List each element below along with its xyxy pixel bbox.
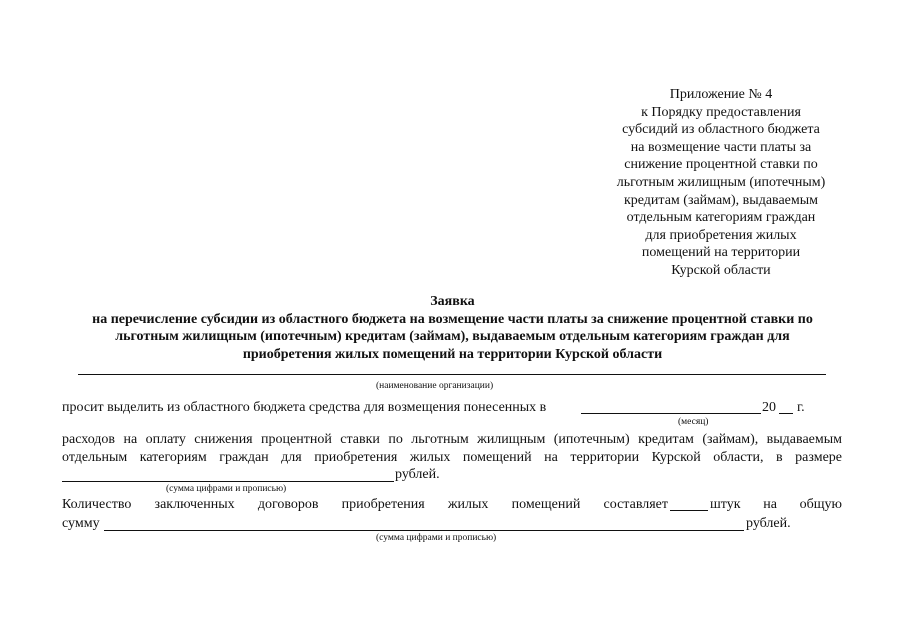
appendix-line: для приобретения жилых [645,227,797,243]
rubles-label: рублей. [395,467,440,482]
appendix-block [598,86,844,280]
year-prefix: 20 [762,400,776,415]
appendix-line: отдельным категориям граждан [626,210,816,226]
appendix-line: кредитам (займам), выдаваемым [623,192,819,208]
month-caption: (месяц) [678,417,709,427]
org-name-field[interactable] [78,374,826,375]
org-name-caption: (наименование организации) [376,381,494,391]
sum-label: сумму [62,516,100,531]
rubles-label-2: рублей. [746,516,791,531]
appendix-line: льготным жилищным (ипотечным) [616,174,826,190]
month-field[interactable] [581,413,761,414]
appendix-line: снижение процентной ставки по [624,157,818,173]
appendix-line: помещений на территории [641,245,801,261]
title-line-2: льготным жилищным (ипотечным) кредитам (займам), выдаваемым отдельным категориям граждан для [115,329,790,344]
contracts-sum-caption: (сумма цифрами и прописью) [376,533,497,543]
appendix-line: Курской области [671,262,771,278]
year-suffix: г. [797,400,805,415]
appendix-line: к Порядку предоставления [641,104,801,120]
appendix-line: на возмещение части платы за [630,139,812,155]
pieces-text: штук на общую [710,497,842,512]
title-heading: Заявка [430,294,475,309]
appendix-line: Приложение № 4 [669,87,773,102]
document-title [40,293,865,363]
contracts-sum-field[interactable] [104,530,744,531]
year-field[interactable] [779,413,793,414]
expenses-line-2: отдельным категориям граждан для приобретения жилых помещений на территории Курской области, в размере [62,450,842,465]
contracts-count-field[interactable] [670,510,708,511]
request-text: просит выделить из областного бюджета средства для возмещения понесенных в [62,400,547,415]
title-line-1: на перечисление субсидии из областного бюджета на возмещение части платы за снижение процентной ставки по [92,311,813,327]
title-line-3: приобретения жилых помещений на территории Курской области [242,346,663,362]
amount-field[interactable] [62,481,394,482]
appendix-line: субсидий из областного бюджета [622,122,820,138]
amount-caption: (сумма цифрами и прописью) [166,484,287,494]
expenses-line-1: расходов на оплату снижения процентной ставки по льготным жилищным (ипотечным) кредитам (займам), выдаваемым [62,432,842,447]
contracts-text: Количество заключенных договоров приобретения жилых помещений составляет [62,497,668,512]
